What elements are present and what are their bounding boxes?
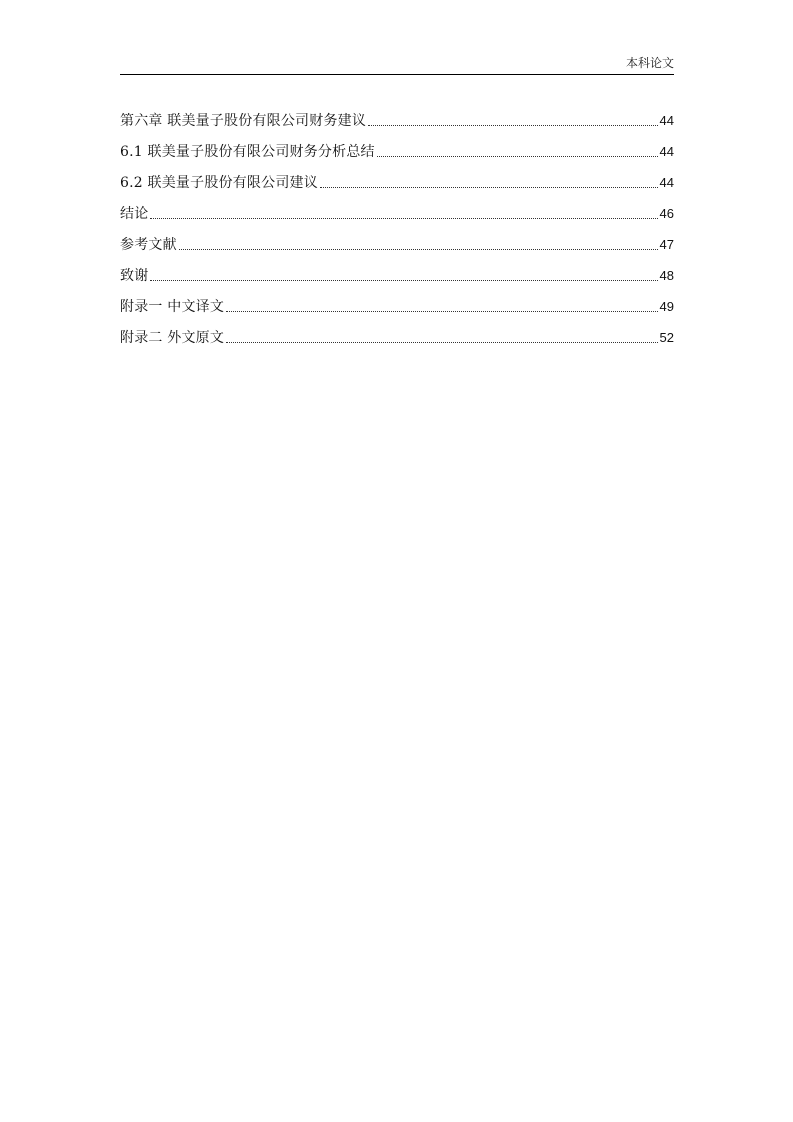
toc-page-number: 44 (659, 113, 674, 128)
toc-dot-leader (150, 280, 657, 281)
toc-entry-section-6-2[interactable] (120, 162, 674, 193)
toc-entry-appendix-1[interactable] (120, 286, 674, 317)
toc-entry-appendix-2[interactable] (120, 317, 674, 348)
toc-entry-title: 6.2 联美量子股份有限公司建议 (120, 175, 318, 191)
page-header (120, 54, 674, 75)
toc-entry-title: 第六章 联美量子股份有限公司财务建议 (120, 113, 367, 129)
toc-page-number: 52 (659, 330, 674, 345)
toc-dot-leader (368, 125, 657, 126)
toc-entry-title: 6.1 联美量子股份有限公司财务分析总结 (120, 144, 375, 160)
toc-dot-leader (179, 249, 658, 250)
toc-entry-title: 参考文献 (120, 237, 177, 253)
table-of-contents (120, 100, 674, 348)
toc-entry-title: 附录二 外文原文 (120, 330, 225, 346)
toc-entry-chapter-6[interactable] (120, 100, 674, 131)
toc-dot-leader (320, 187, 658, 188)
toc-page-number: 49 (659, 299, 674, 314)
toc-entry-references[interactable] (120, 224, 674, 255)
toc-page-number: 48 (659, 268, 674, 283)
toc-entry-title: 结论 (120, 206, 149, 222)
toc-entry-section-6-1[interactable] (120, 131, 674, 162)
toc-dot-leader (377, 156, 658, 157)
toc-page-number: 44 (659, 144, 674, 159)
toc-dot-leader (226, 311, 657, 312)
toc-entry-title: 附录一 中文译文 (120, 299, 225, 315)
toc-entry-conclusion[interactable] (120, 193, 674, 224)
toc-dot-leader (150, 218, 657, 219)
toc-entry-title: 致谢 (120, 268, 149, 284)
header-title: 本科论文 (625, 56, 674, 70)
toc-entry-acknowledgements[interactable] (120, 255, 674, 286)
toc-page-number: 47 (659, 237, 674, 252)
toc-page-number: 44 (659, 175, 674, 190)
toc-dot-leader (226, 342, 657, 343)
toc-page-number: 46 (659, 206, 674, 221)
